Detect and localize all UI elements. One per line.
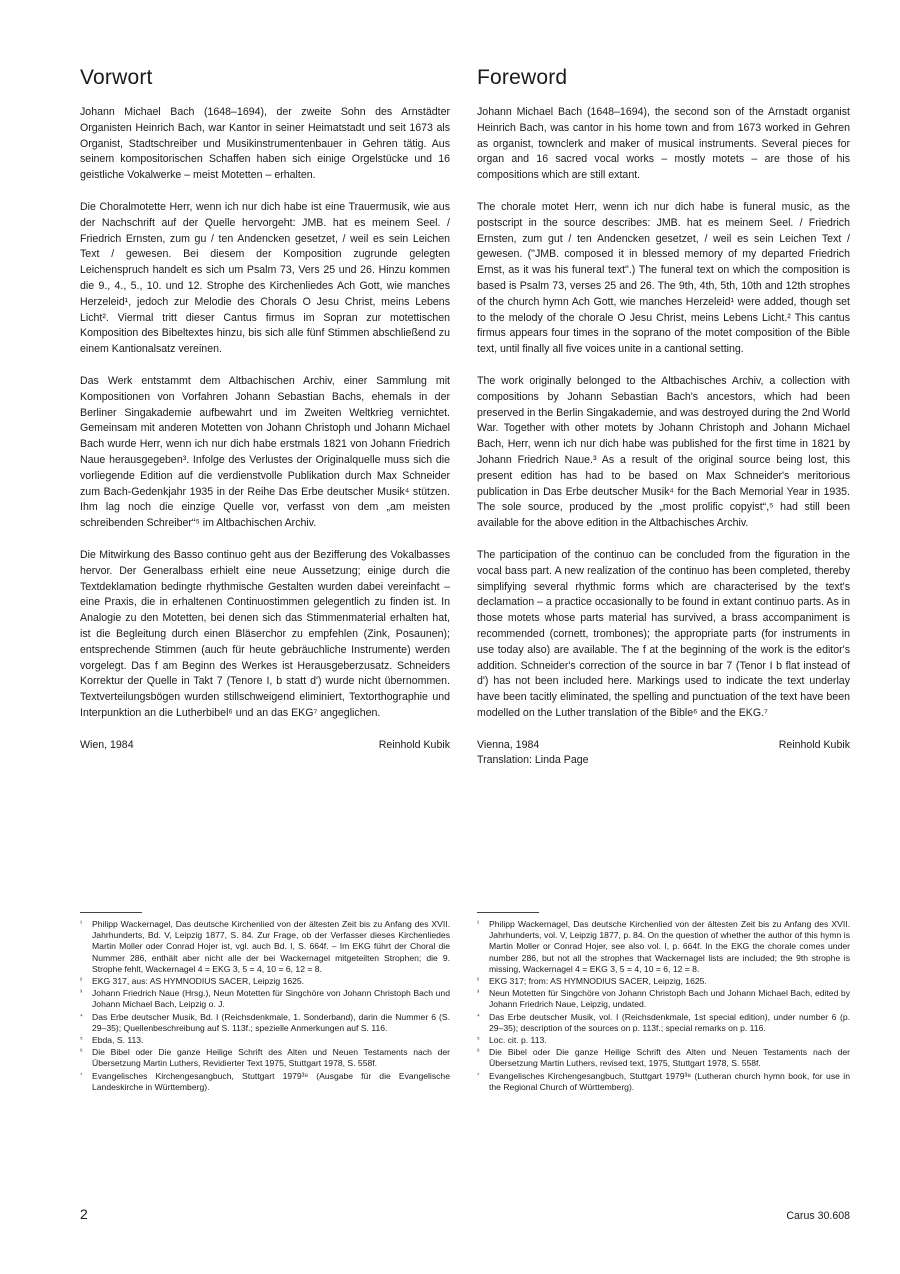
german-author: Reinhold Kubik xyxy=(378,738,450,751)
german-place-date: Wien, 1984 xyxy=(80,738,134,751)
german-title: Vorwort xyxy=(80,66,153,89)
german-footnotes xyxy=(80,912,450,1094)
german-paragraph-1: Johann Michael Bach (1648–1694), der zweite Sohn des Arnstädter Organisten Heinrich Bach, war Kantor in seiner Heimatstadt und seit 1673 als Organist, Stadtschreiber und Musikinstrumentenbauer in Gehren tätig. Aus seinem kompositorischen Schaffen haben sich einige Orgelstücke und 16 geistliche Vokalwerke – meist Motetten – erhalten. xyxy=(80,106,450,182)
footnote-text: Das Erbe deutscher Musik, vol. I (Reichsdenkmale, 1st special edition), under number 6 (p. 29–35); description of the sources on p. 113f.; special remarks on p. 116. xyxy=(489,1011,850,1033)
footnote-number: ¹ xyxy=(80,920,83,927)
footnote-number: ⁶ xyxy=(80,1048,83,1056)
footnote-text: Das Erbe deutscher Musik, Bd. I (Reichsdenkmale, 1. Sonderband), darin die Nummer 6 (S. 29–35); Quellenbeschreibung auf S. 113f.; spezielle Anmerkungen auf S. 116. xyxy=(92,1011,450,1033)
footnote-text: Neun Motetten für Singchöre von Johann Christoph Bach und Johann Michael Bach, edited by Johann Friedrich Naue, Leipzig, undated. xyxy=(489,988,850,1010)
footnote-text: Die Bibel oder Die ganze Heilige Schrift des Alten und Neuen Testaments nach der Übersetzung Martin Luthers, revised text, 1975, Stuttgart 1978, S. 558f. xyxy=(489,1047,850,1069)
footnote-text: Evangelisches Kirchengesangbuch, Stuttgart 1979³⁸ (Ausgabe für die Evangelische Landeskirche in Württemberg). xyxy=(92,1070,450,1092)
footnote-number: ⁷ xyxy=(477,1071,480,1079)
english-paragraph-2: The chorale motet Herr, wenn ich nur dich habe is funeral music, as the postscript in the source describes: JMB. hat es meinem Seel. / Friedrich Ernsten, zum gut / ten Andencken gesetzet, / weil es sein Leichen Text / gewesen. ("JMB. composed it in blessed memory of my departed Friedrich Ernst, as it was his funeral text".) The funeral text on which the composition is based is Psalm 73, verses 25 and 26. The 9th, 4th, 5th, 10th and 12th strophes of the church hymn Ach Gott, wie manches Herzeleid¹ were added, though set to the melody of the chorale O Jesu Christ, meins Lebens Licht.² This cantus firmus appears four times in the soprano of the motet composition of the Bible text, until finally all five voices unite in a cantional setting. xyxy=(477,200,850,356)
english-paragraph-4: The participation of the continuo can be concluded from the figuration in the vocal bass part. A new realization of the continuo has been completed, thereby simplifying several rhythmic forms which are characterised by the text's declamation – a practice occasionally to be found in extant continuo parts. As in those motets whose parts material has survived, a brass accompaniment is recommended (cornett, trombones); the appropriate parts (for instruments in use today also) are available. The f at the beginning of the work is the editor's addition. Schneider's correction of the source in bar 7 (Tenor I b flat instead of d') has not been included here. Markings used to indicate the text underlay have been tacitly eliminated, the spelling and punctuation of the text have been modelled on the Luther translation of the Bible⁶ and the EKG.⁷ xyxy=(477,548,850,719)
footnote-text: Ebda, S. 113. xyxy=(92,1035,144,1046)
german-footnote-7 xyxy=(80,1071,450,1093)
footnote-rule xyxy=(477,912,539,913)
footnote-rule xyxy=(80,912,142,913)
footnote-text: Evangelisches Kirchengesangbuch, Stuttgart 1979³⁸ (Lutheran church hymn book, for use in the Regional Church of Württemberg). xyxy=(489,1070,850,1092)
english-footnote-7 xyxy=(477,1071,850,1093)
english-footnotes xyxy=(477,912,850,1094)
footnote-number: ⁵ xyxy=(80,1036,83,1044)
footnote-number: ⁵ xyxy=(477,1036,480,1044)
english-footnote-2 xyxy=(477,976,850,987)
footnote-text: EKG 317; from: AS HYMNODIUS SACER, Leipzig, 1625. xyxy=(489,976,707,987)
german-paragraph-4: Die Mitwirkung des Basso continuo geht aus der Bezifferung des Vokalbasses hervor. Der Generalbass erhielt eine neue Aussetzung; einige durch die Textdeklamation bedingte rhythmische Gestalten wurden dabei vereinfacht – eine Praxis, die in erhaltenen Continuostimmen gelegentlich zu finden ist. In Analogie zu den Motetten, bei denen sich das Stimmenmaterial erhalten hat, ist die Begleitung durch einen Bläserchor zu empfehlen (Zink, Posaunen); entsprechende Stimmen (auch für heute gebräuchliche Instrumente) werden vorgelegt. Das f am Beginn des Werkes ist Herausgeberzusatz. Schneiders Korrektur der Quelle in Takt 7 (Tenore I, b statt d') wurde nicht übernommen. Textverteilungsbögen wurden stillschweigend eliminiert, Textorthographie und Interpunktion an die Lutherbibel⁶ und an das EKG⁷ angeglichen. xyxy=(80,548,450,719)
page-number: 2 xyxy=(80,1206,88,1222)
german-paragraph-2: Die Choralmotette Herr, wenn ich nur dich habe ist eine Trauermusik, wie aus der Nachschrift auf der Quelle hervorgeht: JMB. hat es meinem Seel. / Friedrich Ernsten, zum gu / ten Andencken gesetzet, / weil es sein Leichen Text / gewesen. Bei diesem der Komposition zugrunde gelegten Leichenspruch handelt es sich um Psalm 73, Vers 25 und 26. Hinzu kommen die 9., 4., 5., 10. und 12. Strophe des Kirchenliedes Ach Gott, wie manches Herzeleid¹, jedoch zur Melodie des Chorals O Jesu Christ, meins Lebens Licht². Viermal tritt dieser Cantus firmus im Sopran zur motettischen Komposition des Bibeltextes hinzu, bis sich alle fünf Stimmen abschließend zu einem Kantionalsatz vereinen. xyxy=(80,200,450,356)
footnote-number: ¹ xyxy=(477,920,480,927)
english-column xyxy=(477,66,850,769)
footnote-number: ⁶ xyxy=(477,1048,480,1056)
german-footnote-1 xyxy=(80,919,450,975)
footnote-number: ² xyxy=(80,977,83,985)
german-signature xyxy=(80,738,450,754)
german-column xyxy=(80,66,450,753)
english-title: Foreword xyxy=(477,66,568,89)
footnote-text: Johann Friedrich Naue (Hrsg.), Neun Motetten für Singchöre von Johann Christoph Bach und Johann Michael Bach, Leipzig o. J. xyxy=(92,988,450,1010)
english-footnote-4 xyxy=(477,1012,850,1034)
footnote-number: ³ xyxy=(477,989,480,997)
english-footnote-6 xyxy=(477,1047,850,1069)
english-footnote-1 xyxy=(477,919,850,975)
footnote-number: ² xyxy=(477,977,480,985)
german-footnote-4 xyxy=(80,1012,450,1034)
english-footnote-5 xyxy=(477,1035,850,1046)
footnote-text: EKG 317, aus: AS HYMNODIUS SACER, Leipzig 1625. xyxy=(92,976,305,987)
english-paragraph-1: Johann Michael Bach (1648–1694), the second son of the Arnstadt organist Heinrich Bach, was cantor in his home town and from 1673 worked in Gehren as organist, townclerk and maker of musical instruments. Several pieces for organ and 16 sacred vocal works – mostly motets – are those of his compositions which are still extant. xyxy=(477,106,850,182)
footnote-number: ⁴ xyxy=(477,1012,480,1020)
footnote-number: ⁷ xyxy=(80,1071,83,1079)
german-footnote-5 xyxy=(80,1035,450,1046)
english-paragraph-3: The work originally belonged to the Altbachisches Archiv, a collection with compositions by Johann Sebastian Bach's ancestors, which had been preserved in the Berlin Singakademie, and was destroyed during the 2nd World War. Together with other motets by Johann Christoph and Johann Michael Bach, Herr, wenn ich nur dich habe was published for the first time in 1821 by Johann Friedrich Naue.³ As a result of the original source being lost, this present edition has had to be based on Max Schneider's meritorious publication in Das Erbe deutscher Musik⁴ for the Bach Memorial Year in 1935. The sole source, produced by the „most prolific copyist“,⁵ had still been available for the above edition in the Altbachisches Archiv. xyxy=(477,374,850,530)
catalog-number: Carus 30.608 xyxy=(786,1210,850,1222)
footnote-text: Philipp Wackernagel, Das deutsche Kirchenlied von der ältesten Zeit bis zu Anfang des XVII. Jahrhunderts, Bd. V, Leipzig 1877, S. 84. Zur Frage, ob der Verfasser dieses Kirchenliedes Martin Moller oder Conrad Hojer ist, vgl. auch Bd. I, S. 664f. – Im EKG führt der Choral die Nummer 286, enthält aber nicht alle der bei Wackernagel mitgeteilten Strophen; die 9. Strophe fehlt, Wackernagel 4 = EKG 3, 5 = 4, 10 = 6, 12 = 8. xyxy=(92,919,450,974)
english-place-date: Vienna, 1984 xyxy=(477,738,540,751)
english-footnote-3 xyxy=(477,988,850,1010)
english-author: Reinhold Kubik xyxy=(778,738,850,751)
german-footnote-2 xyxy=(80,976,450,987)
translation-credit: Translation: Linda Page xyxy=(477,754,589,767)
footnote-number: ³ xyxy=(80,989,83,997)
footnote-text: Loc. cit. p. 113. xyxy=(489,1035,547,1046)
german-footnote-3 xyxy=(80,988,450,1010)
footnote-text: Philipp Wackernagel, Das deutsche Kirchenlied von der ältesten Zeit bis zu Anfang des XVII. Jahrhunderts, vol. V, Leipzig 1877, p. 84. On the question of whether the author of this hymn is Martin Moller or Conrad Hojer, see also vol. I, p. 664f. In the EKG the chorale comes under number 286, but not all the strophes that Wackernagel lists are included; the 9th strophe is missing, Wackernagel 4 = EKG 3, 5 = 4, 10 = 6, 12 = 8. xyxy=(489,919,850,974)
footnote-number: ⁴ xyxy=(80,1012,83,1020)
german-footnote-6 xyxy=(80,1047,450,1069)
german-paragraph-3: Das Werk entstammt dem Altbachischen Archiv, einer Sammlung mit Kompositionen von Vorfahren Johann Sebastian Bachs, ehemals in der Berliner Singakademie aufbewahrt und im Zweiten Weltkrieg vernichtet. Gemeinsam mit anderen Motetten von Johann Christoph und Johann Michael Bach wurde Herr, wenn ich nur dich habe erstmals 1821 von Johann Friedrich Naue herausgegeben³. Infolge des Verlustes der Originalquelle muss sich die vorliegende Edition auf die verdienstvolle Publikation durch Max Schneider zum Bach-Gedenkjahr 1935 in der Reihe Das Erbe deutscher Musik⁴ stützen. Ihm lag noch die einzige Quelle vor, verfasst von dem „am meisten schreibenden Schreiber“⁵ im Altbachischen Archiv. xyxy=(80,374,450,530)
footnote-text: Die Bibel oder Die ganze Heilige Schrift des Alten und Neuen Testaments nach der Übersetzung Martin Luthers, Revidierter Text 1975, Stuttgart 1978, S. 558f. xyxy=(92,1047,450,1069)
english-signature xyxy=(477,738,850,754)
